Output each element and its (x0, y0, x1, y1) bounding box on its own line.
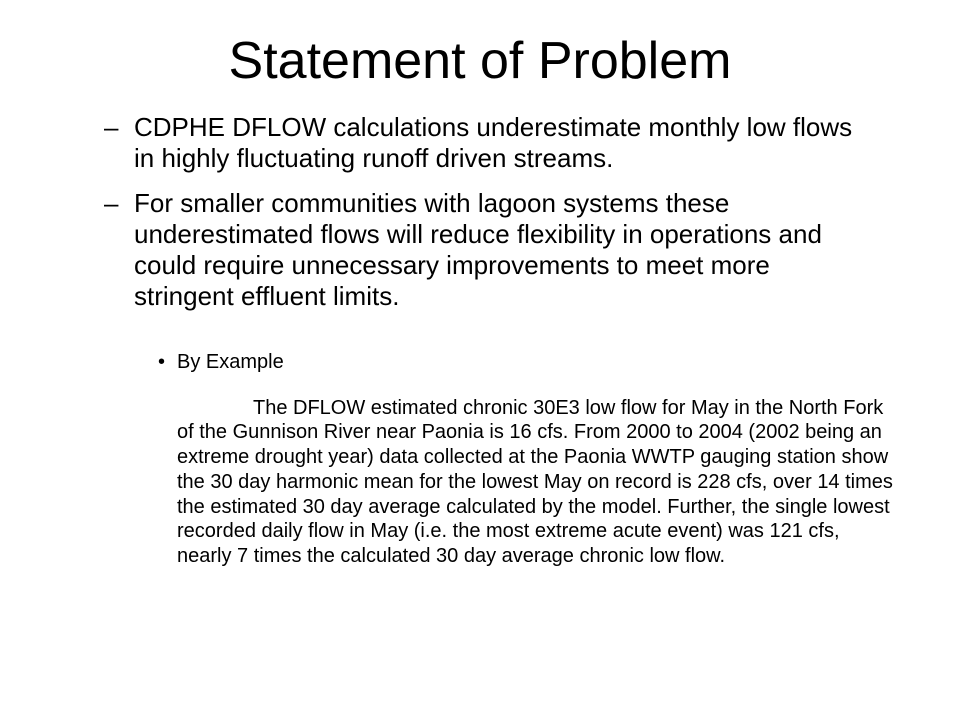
example-section (155, 350, 895, 569)
dash-marker: – (104, 112, 119, 142)
dash-item-underestimate (104, 112, 864, 174)
bullet-item-by-example (155, 350, 895, 375)
bullet-marker: • (158, 351, 166, 373)
slide-title: Statement of Problem (228, 32, 732, 90)
dash-marker: – (104, 188, 119, 218)
dash-list (104, 112, 864, 326)
dash-item-lagoon-systems (104, 188, 864, 312)
example-paragraph (155, 396, 897, 569)
bullet-item-text: By Example (177, 351, 284, 373)
dash-item-text: CDPHE DFLOW calculations underestimate monthly low flows in highly fluctuating runoff driven streams. (134, 112, 853, 173)
example-paragraph-text: The DFLOW estimated chronic 30E3 low flow for May in the North Fork of the Gunnison River near Paonia is 16 cfs. From 2000 to 2004 (2002 being an extreme drought year) data collected at the Paonia WWTP gauging station show the 30 day harmonic mean for the lowest May on record is 228 cfs, over 14 times the estimated 30 day average calculated by the model. Further, the single lowest recorded daily flow in May (i.e. the most extreme acute event) was 121 cfs, nearly 7 times the calculated 30 day average chronic low flow. (177, 396, 893, 567)
dash-item-text: For smaller communities with lagoon systems these underestimated flows will reduce flexibility in operations and could require unnecessary improvements to meet more stringent effluent limits. (134, 188, 822, 311)
